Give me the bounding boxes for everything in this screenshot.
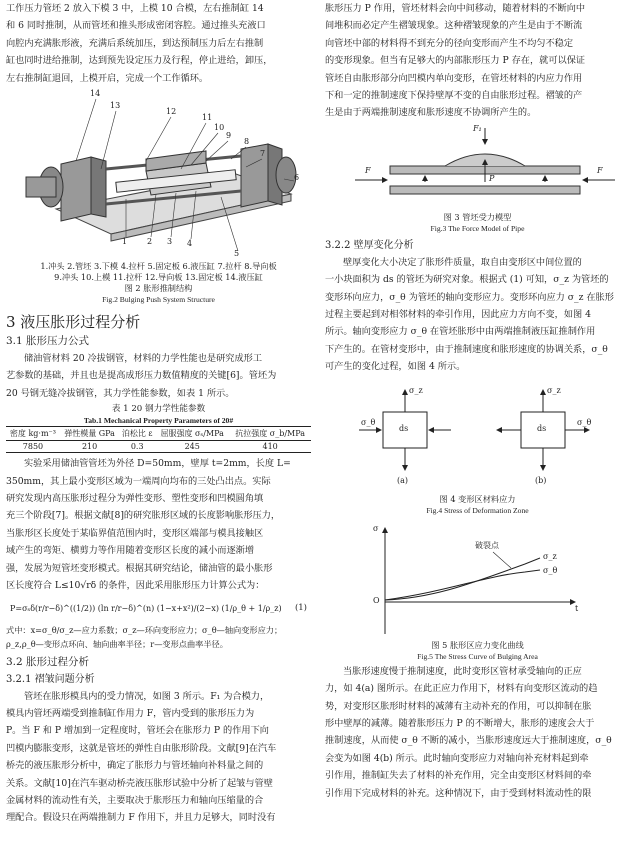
fig2-legend-line: 9.冲头 10.上模 11.拉杆 12.导向板 13.固定板 14.液压缸	[54, 272, 263, 283]
fig3-label-F-right: F	[597, 165, 603, 175]
table-header-cell: 抗拉强度 σ_b/MPa	[235, 429, 306, 439]
text-line: 过程主要起到对相邻材料的牵引作用，因此应力方向不变，如图 4	[325, 309, 592, 321]
fig4-label-a: (a)	[397, 475, 409, 485]
s322-paragraph	[325, 254, 630, 376]
fig2-label-13: 13	[110, 101, 121, 111]
mechanical-property-table	[6, 426, 311, 453]
text-line: 管坯在胀形模具内的受力情况，如图 3 所示。F₁ 为合模力，	[24, 690, 270, 702]
text-line: 当胀形速度慢于推制速度，此时变形区管材承受轴向的正应	[343, 665, 582, 677]
text-line: 生是由于两端推制速度和胀形速度不协调所产生的。	[325, 107, 537, 119]
text-line: 可产生的变化过程，如图 4 所示。	[325, 361, 466, 373]
fig4a-ds: ds	[399, 423, 409, 433]
table-cell: 210	[81, 442, 98, 452]
text-line: 桥壳的液压胀形分析中，确定了胀形力与管坯轴向补料量之间的	[6, 760, 264, 772]
fig4-caption-en: Fig.4 Stress of Deformation Zone	[426, 505, 529, 515]
section-3-2-1-title: 3.2.1 褶皱问题分析	[6, 673, 95, 685]
text-line: P。当 F 和 P 增加到一定程度时，管坯会在胀形力 P 的作用下向	[6, 725, 269, 737]
stress-element-drawing	[325, 382, 630, 482]
formula-text: P=σₛδ(r/r−δ)^((1/2)) (ln r/r−δ)^(n) (1−x+x²)/(2−x) (1/ρ_θ + 1/ρ_z)	[10, 603, 282, 613]
formula-1	[6, 595, 311, 623]
table-cell: 410	[262, 442, 278, 452]
fig4-sublabels	[325, 475, 630, 494]
fig2-label-12: 12	[166, 107, 177, 117]
table-header-row	[6, 427, 311, 441]
text-line: 管坯自由胀形部分向凹模内单向变形，在管坯材料的内应力作用	[325, 72, 583, 84]
fig2-caption-cn: 图 2 胀形推制结构	[124, 283, 193, 294]
fig2-caption-en: Fig.2 Bulging Push System Structure	[102, 295, 215, 305]
table-header-cell: 弹性模量 GPa	[64, 429, 115, 439]
fig2-label-7: 7	[260, 149, 266, 159]
right-column	[325, 0, 630, 802]
section-3-title: 3 液压胀形过程分析	[6, 313, 141, 332]
s31-paragraph-2	[6, 455, 311, 594]
fig2-label-2: 2	[147, 237, 153, 247]
text-line: 20 号钢无缝冷拔钢管，其力学性能参数，如表 1 所示。	[6, 387, 235, 399]
text-line: 左右推制缸退回，上模开启，完成一个工作循环。	[6, 72, 209, 84]
fig2-label-5: 5	[234, 249, 240, 259]
text-line: 充三个阶段[7]。根据文献[8]的研究胀形区域的长度影响胀形压力，	[6, 510, 281, 522]
text-line: 域产生的弯矩、横剪力等作用随着变形区长度的减小而逐渐增	[6, 545, 255, 557]
section-3-2-2-title: 3.2.2 壁厚变化分析	[325, 239, 414, 251]
text-line: 力，如 4(a) 图所示。在此正应力作用下，材料有向变形区流动的趋	[325, 683, 598, 695]
fig2-label-3: 3	[167, 237, 173, 247]
text-line: 间堆积而必定产生褶皱现象。这种褶皱现象的产生是由于不断流	[325, 20, 583, 32]
bottom-paragraph	[325, 663, 630, 802]
text-line: 下产生的。在管材变形中，由于推制速度和胀形速度的协调关系，σ_θ	[325, 343, 608, 355]
formula-number: (1)	[294, 602, 307, 613]
table-1	[6, 404, 311, 453]
formula-where-1: 式中：x=σ_θ/σ_z—应力系数；σ_z—环向变形应力；σ_θ—轴向变形应力；	[6, 624, 283, 635]
fig5-origin-label: O	[373, 595, 380, 605]
figure-3	[325, 124, 630, 212]
table-header-cell: 密度 kg·m⁻³	[9, 429, 56, 439]
fig2-label-6: 6	[294, 173, 300, 183]
fig4b-sigma-z: σ_z	[547, 385, 561, 395]
intro-paragraph	[6, 0, 311, 87]
fig3-caption-cn: 图 3 管坯受力模型	[443, 211, 512, 222]
fig2-legend	[6, 261, 311, 305]
fig4a-sigma-z: σ_z	[409, 385, 423, 395]
fig5-curve-sigma-theta: σ_θ	[543, 565, 558, 575]
text-line: 研究发现内高压胀形过程分为弹性变形、塑性变形和凹模圆角填	[6, 493, 264, 505]
text-line: 引作用，推制缸失去了材料的补充作用，完全由变形区材料间的牵	[325, 770, 592, 782]
fig2-label-11: 11	[202, 113, 213, 123]
fig2-label-10: 10	[214, 123, 225, 133]
text-line: 形中壁厚的减薄。随着胀形压力 P 的不断增大，胀形的速度会大于	[325, 717, 595, 729]
fig5-y-axis-label: σ	[373, 523, 379, 533]
fig4a-sigma-theta: σ_θ	[361, 417, 376, 427]
table-cell: 0.3	[130, 442, 144, 452]
text-line: 储油管材料 20 冷拔钢管，材料的力学性能也是研究成形工	[24, 353, 263, 365]
fig2-label-8: 8	[244, 137, 250, 147]
text-line: 所示。轴向变形应力 σ_θ 在管坯胀形中由两端推制液压缸推制作用	[325, 326, 596, 338]
text-line: 壁厚变化大小决定了胀形件质量，取自由变形区中间位置的	[343, 256, 582, 268]
table-row	[6, 441, 311, 453]
text-line: 一小块面积为 ds 的管坯为研究对象。根据式 (1) 可知，σ_z 为管坯的	[325, 274, 609, 286]
text-line: 艺参数的基础，并且也是提高成形压力数值精度的关键[6]。管坯为	[6, 370, 277, 382]
fig2-legend-line: 1.冲头 2.管坯 3.下模 4.拉杆 5.固定板 6.液压缸 7.拉杆 8.导向板	[40, 261, 277, 272]
text-line: 模具内管坯两端受到推制缸作用力 F，管内受到的胀形压力为	[6, 707, 255, 719]
fig4b-sigma-theta: σ_θ	[577, 417, 592, 427]
text-line: 理配合。假设只在两端推制力 F 作用下，并且力足够大，同时没有	[6, 812, 276, 824]
text-line: 会变为如图 4(b) 所示。此时轴向变形应力对轴向补充材料起到牵	[325, 752, 589, 764]
fig5-curve-sigma-z: σ_z	[543, 551, 557, 561]
text-line: 的变形现象。但当有足够大的内部胀形压力 P 存在，就可以保证	[325, 55, 586, 67]
fig4-caption-cn: 图 4 变形区材料应力	[439, 493, 516, 504]
figure-4	[325, 382, 630, 482]
fig3-label-P: P	[489, 173, 495, 183]
section-3-2-title: 3.2 胀形过程分析	[6, 655, 90, 668]
figure-2	[6, 89, 311, 259]
text-line: 350mm，其上最小变形区域为一端周向均布的三处凸出点。实际	[6, 475, 271, 487]
table-cell: 7850	[22, 442, 44, 452]
fig3-caption-en: Fig.3 The Force Model of Pipe	[430, 223, 525, 233]
text-line: 工作压力管坯 2 放入下模 3 中，上模 10 合模，左右推制缸 14	[6, 3, 264, 14]
text-line: 和 6 同时推制，从而管坯和推头形成密闭容腔。通过推头充液口	[6, 20, 266, 32]
table-header-cell: 屈服强度 σₛ/MPa	[160, 429, 224, 439]
text-line: 金属材料的流动性有关，主要取决于胀形压力和轴向压缩量的合	[6, 794, 264, 806]
section-3-1-title: 3.1 胀形压力公式	[6, 335, 90, 348]
fig4b-ds: ds	[537, 423, 547, 433]
table1-caption-cn: 表 1 20 钢力学性能参数	[111, 404, 206, 415]
fig5-caption-en: Fig.5 The Stress Curve of Bulging Area	[417, 651, 538, 661]
table-header-cell: 泊松比 ε	[121, 429, 153, 439]
fig4-label-b: (b)	[535, 475, 547, 485]
fig2-label-4: 4	[187, 239, 193, 249]
fig5-x-axis-label: t	[575, 603, 579, 613]
text-line: 向腔内充满胀形液，充满后系统加压，到达预制压力后左右推制	[6, 37, 264, 49]
text-line: 实验采用储油管管坯为外径 D=50mm，壁厚 t=2mm，长度 L=	[24, 458, 291, 470]
fig3-label-F1: F₁	[473, 123, 482, 133]
text-line: 向管坯中部的材料得不到充分的径向变形而产生不均匀不稳定	[325, 37, 574, 49]
text-line: 变形环向应力，σ_θ 为管坯的轴向变形应力。变形环向应力 σ_z 在胀形	[325, 291, 614, 303]
text-line: 当胀形区长度处于某临界值范围内时，变形区端部与模具接触区	[6, 527, 264, 539]
text-line: 势，对变形区胀形时材料的减薄有主动补充的作用，可以抑制在胀	[325, 700, 592, 712]
s321-paragraph	[6, 688, 311, 827]
fig3-label-F-left: F	[365, 165, 371, 175]
text-line: 推制速度，从而使 σ_θ 不断的减小，当胀形速度远大于推制速度，σ_θ	[325, 735, 612, 747]
text-line: 凹模内膨胀变形，这就是管坯的弹性自由胀形阶段。文献[9]在汽车	[6, 742, 277, 754]
table-cell: 245	[184, 442, 200, 452]
table1-caption-en: Tab.1 Mechanical Property Parameters of 20#	[83, 416, 234, 426]
fig5-caption-cn: 图 5 胀形区应力变化曲线	[431, 639, 524, 650]
text-line: 关系。文献[10]在汽车驱动桥壳液压胀形试验中分析了起皱与管壁	[6, 777, 273, 789]
bulging-push-system-drawing	[6, 89, 311, 259]
fig5-break-label: 破裂点	[475, 540, 499, 550]
formula-where-2: ρ_z,ρ_θ—变形点环向、轴向曲率半径；r—变形点曲率半径。	[6, 638, 228, 649]
s31-paragraph-1	[6, 350, 311, 402]
figure-5	[325, 522, 630, 640]
text-line: 胀形压力 P 作用，管坯材料会向中间移动，随着材料的不断向中	[325, 3, 586, 14]
text-line: 下和一定的推制速度下保持壁厚不变的自由胀形过程。褶皱的产	[325, 90, 583, 102]
text-line: 引作用下完成材料的补充。这种情况下，由于受到材料流动性的限	[325, 787, 592, 799]
left-column	[6, 0, 311, 827]
fig2-label-1: 1	[122, 237, 128, 247]
text-line: 强，发展为短管坯变形模式。根据其研究结论，储油管的最小胀形	[6, 562, 273, 574]
fig2-label-14: 14	[90, 89, 101, 99]
text-line: 缸也同时进给推制，达到预先设定压力及行程，停止进给，卸压，	[6, 55, 273, 67]
top-paragraph	[325, 0, 630, 122]
fig2-label-9: 9	[226, 131, 232, 141]
text-line: 区长度符合 L≤10√rδ 的条件，因此采用胀形压力计算公式为：	[6, 580, 265, 592]
